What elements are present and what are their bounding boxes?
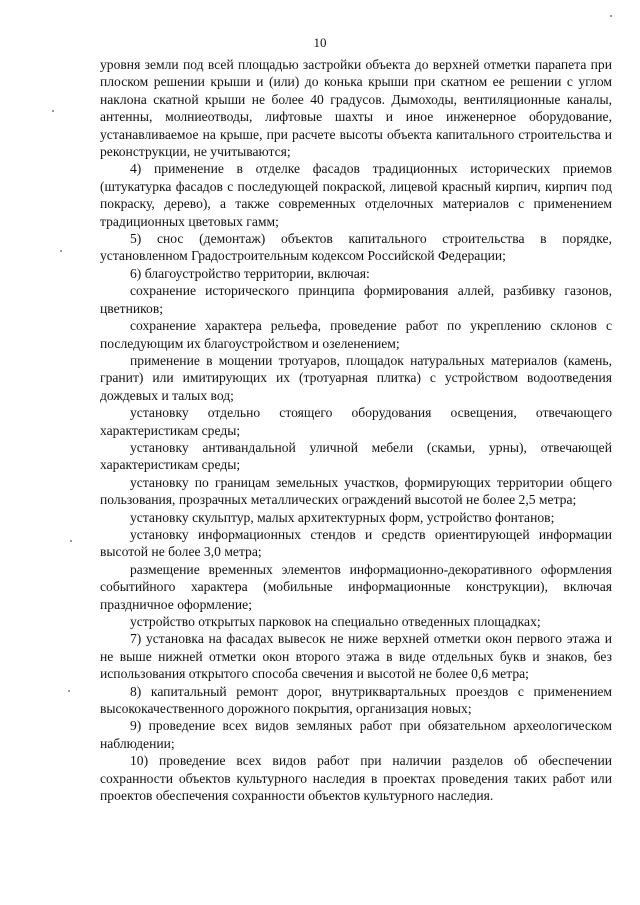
paragraph-parking: устройство открытых парковок на специально отведенных площадках; (130, 614, 541, 629)
scan-speck (68, 690, 70, 692)
paragraph-info-stands: установку информационных стендов и средств ориентирующей информации высотой не более 3,0 метра; (100, 526, 612, 560)
paragraph-item-10-heritage: 10) проведение всех видов работ при наличии разделов об обеспечении сохранности объектов культурного наследия в проектах проведения таких работ или проектов обеспечения сохранности объектов культурного наследия. (100, 753, 612, 804)
paragraph-item-4-facade-finishing: 4) применение в отделке фасадов традиционных исторических приемов (штукатурка фасадов с последующей покраской, лицевой красный кирпич, кирпич под покраску, дерево), а также современных отделочных материалов с применением традиционных цветовых гамм; (100, 161, 612, 229)
paragraph-item-5-demolition: 5) снос (демонтаж) объектов капитального строительства в порядке, установленном Градостроительным кодексом Российской Федерации; (100, 231, 612, 264)
paragraph-item-8-roads: 8) капитальный ремонт дорог, внутриквартальных проездов с применением высококачественного дорожного покрытия, организация новых; (100, 683, 612, 717)
scan-speck (60, 250, 62, 252)
paragraph-relief: сохранение характера рельефа, проведение работ по укреплению склонов с последующим их благоустройством и озеленением; (100, 318, 612, 351)
paragraph-fences: установку по границам земельных участков, формирующих территории общего пользования, прозрачных металлических ограждений высотой не более 2,5 метра; (100, 474, 612, 508)
paragraph-sculptures: установку скульптур, малых архитектурных форм, устройство фонтанов; (130, 509, 555, 525)
scan-speck (70, 540, 72, 542)
paragraph-height-continuation: уровня земли под всей площадью застройки объекта до верхней отметки парапета при плоском решении крыши и (или) до конька крыши при скатном ее решении с углом наклона скатной крыши не более 40 градусов. Дымоходы, вентиляционные каналы, антенны, молниеотводы, лифтовые шахты и иное инженерное оборудование, устанавливаемое на крыше, при расчете высоты объекта капитального строительства и реконструкции, не учитываются; (100, 57, 612, 160)
paragraph-item-6-landscaping: 6) благоустройство территории, включая: (130, 265, 370, 281)
document-body (100, 56, 612, 804)
paragraph-temporary-decor: размещение временных элементов информационно-декоративного оформления событийного характера (мобильные информационные конструкции), включая праздничное оформление; (100, 561, 612, 612)
paragraph-item-7-signage: 7) установка на фасадах вывесок не ниже верхней отметки окон первого этажа и не выше нижней отметки окон второго этажа в виде отдельных букв и знаков, без использования открытого способа свечения и высотой не более 0,6 метра; (100, 631, 612, 682)
paragraph-paving: применение в мощении тротуаров, площадок натуральных материалов (камень, гранит) или имитирующих их (тротуарная плитка) с устройством водоотведения дождевых и талых вод; (100, 352, 612, 403)
paragraph-item-9-earthworks: 9) проведение всех видов земляных работ при обязательном археологическом наблюдении; (100, 718, 612, 751)
paragraph-alleys: сохранение исторического принципа формирования аллей, разбивку газонов, цветников; (100, 283, 612, 316)
scan-speck (52, 110, 54, 112)
page-number: 10 (313, 35, 327, 50)
scan-speck (610, 15, 612, 17)
paragraph-lighting: установку отдельно стоящего оборудования освещения, отвечающего характеристикам среды; (100, 405, 612, 438)
paragraph-street-furniture: установку антивандальной уличной мебели (скамьи, урны), отвечающей характеристикам среды; (100, 439, 612, 473)
